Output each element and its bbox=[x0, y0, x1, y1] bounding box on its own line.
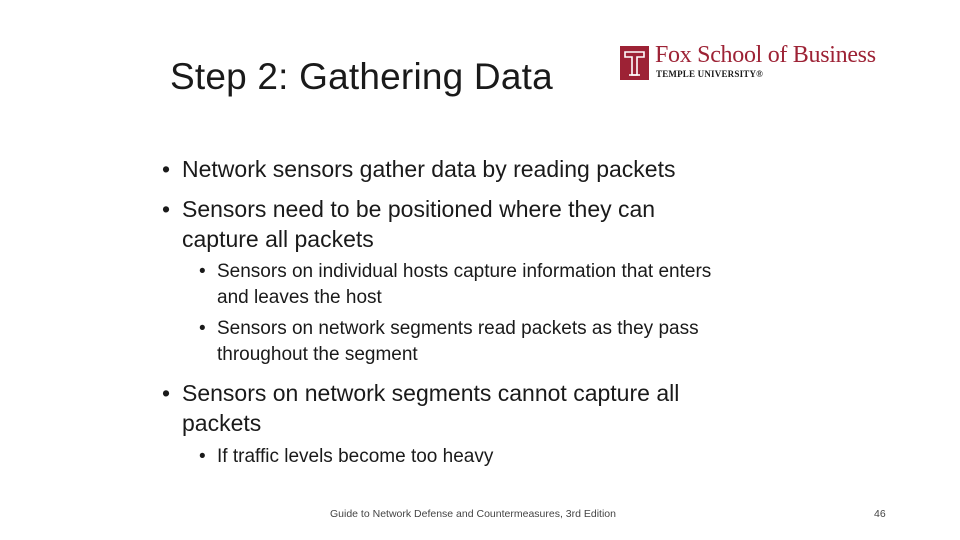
bullet-text: If traffic levels become too heavy bbox=[217, 446, 494, 467]
bullet-dot: • bbox=[162, 156, 171, 182]
bullet-dot: • bbox=[162, 196, 171, 222]
logo-name: Fox School of Business bbox=[655, 42, 876, 68]
bullet-dot: • bbox=[162, 380, 171, 406]
bullet-text: Sensors on network segments read packets as they pass bbox=[217, 318, 699, 339]
bullet-dot: • bbox=[199, 318, 206, 339]
temple-t-icon bbox=[620, 46, 649, 80]
bullet-text: Sensors on network segments cannot capture all bbox=[182, 380, 680, 406]
bullet-text: and leaves the host bbox=[217, 287, 382, 308]
bullet-text: capture all packets bbox=[182, 226, 374, 252]
bullet-dot: • bbox=[199, 261, 206, 282]
bullet-text: Sensors need to be positioned where they can bbox=[182, 196, 656, 222]
page-number: 46 bbox=[874, 508, 886, 520]
logo-subtitle: TEMPLE UNIVERSITY® bbox=[656, 69, 764, 79]
bullet-item bbox=[162, 154, 676, 184]
sub-bullet-item bbox=[199, 316, 699, 368]
sub-bullet-item bbox=[199, 259, 711, 311]
sub-bullet-item bbox=[199, 444, 493, 470]
bullet-dot: • bbox=[199, 446, 206, 467]
slide-footer: Guide to Network Defense and Countermeasures, 3rd Edition bbox=[330, 508, 616, 520]
bullet-text: packets bbox=[182, 410, 262, 436]
bullet-text: Sensors on individual hosts capture information that enters bbox=[217, 261, 712, 282]
bullet-item bbox=[162, 378, 679, 438]
bullet-text: throughout the segment bbox=[217, 344, 418, 365]
slide-title: Step 2: Gathering Data bbox=[170, 56, 553, 97]
bullet-text: Network sensors gather data by reading packets bbox=[182, 156, 676, 182]
fox-school-logo bbox=[620, 44, 890, 84]
bullet-item bbox=[162, 194, 655, 254]
